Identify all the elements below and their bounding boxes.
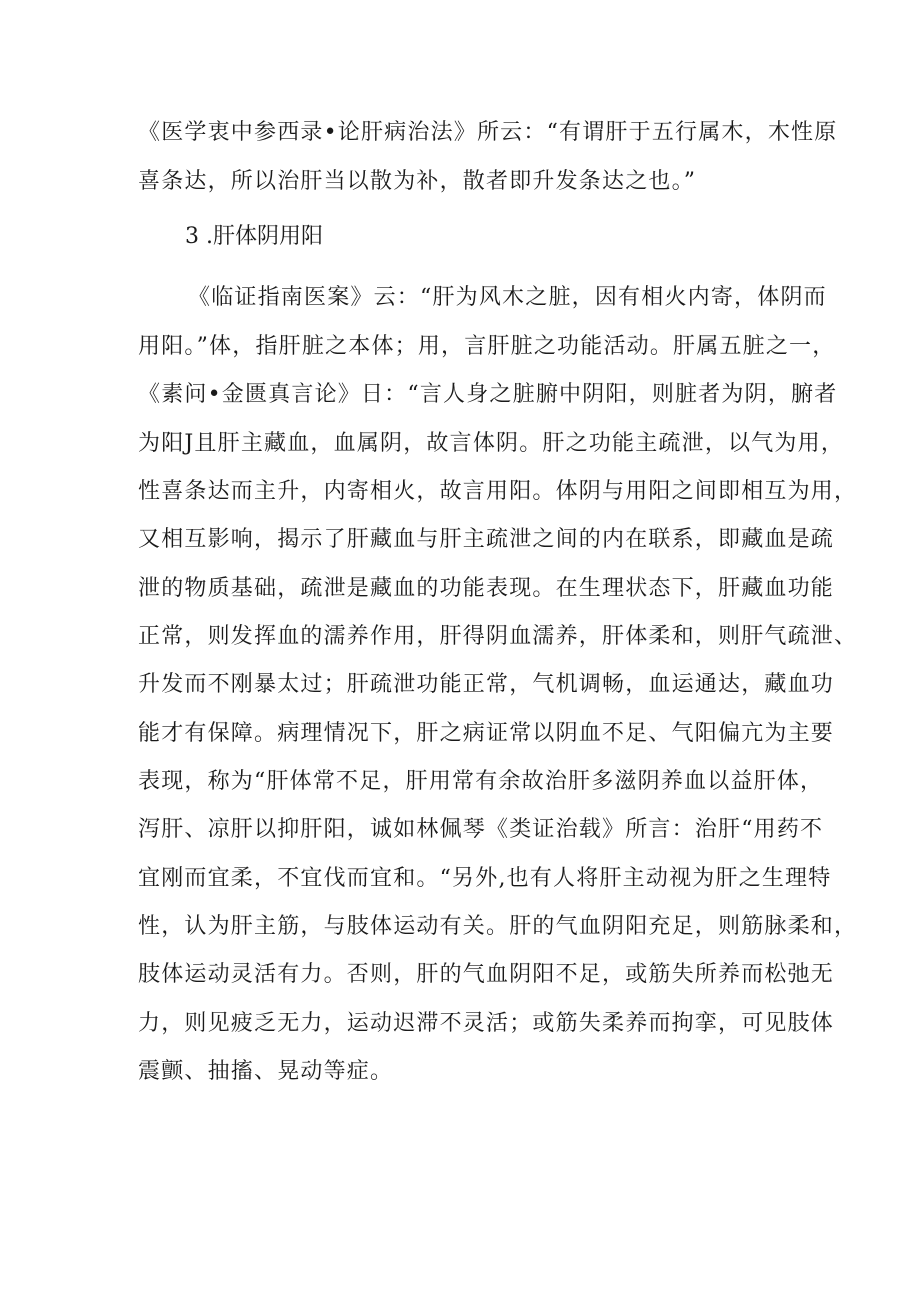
paragraph-2-line-6: 又相互影响，揭示了肝藏血与肝主疏泄之间的内在联系，即藏血是疏 — [138, 527, 835, 552]
paragraph-2-line-16: 力，则见疲乏无力，运动迟滞不灵活；或筋失柔养而拘挛，可见肢体 — [138, 1011, 835, 1036]
paragraph-2-line-5: 性喜条达而主升，内寄相火，故言用阳。体阴与用阳之间即相互为用， — [138, 479, 858, 504]
paragraph-2-line-7: 泄的物质基础，疏泄是藏血的功能表现。在生理状态下，肝藏血功能 — [138, 576, 835, 601]
paragraph-2-line-17: 震颤、抽搐、晃动等症。 — [138, 1059, 394, 1084]
paragraph-2-line-9: 升发而不刚暴太过；肝疏泄功能正常，气机调畅，血运通达，藏血功 — [138, 672, 835, 697]
paragraph-1-line-1: 《医学衷中参西录•论肝病治法》所云：“有谓肝于五行属木，木性原 — [138, 120, 838, 145]
paragraph-1-line-2: 喜条达，所以治肝当以散为补，散者即升发条达之也。” — [138, 169, 697, 194]
paragraph-2-line-13: 宜刚而宜柔，不宜伐而宜和。“另外,也有人将肝主动视为肝之生理特 — [138, 866, 832, 891]
paragraph-2-line-14: 性，认为肝主筋，与肢体运动有关。肝的气血阴阳充足，则筋脉柔和， — [138, 914, 858, 939]
paragraph-2-line-4: 为阳J且肝主藏血，血属阴，故言体阴。肝之功能主疏泄，以气为用， — [138, 431, 845, 456]
paragraph-2-line-15: 肢体运动灵活有力。否则，肝的气血阴阳不足，或筋失所养而松弛无 — [138, 962, 835, 987]
paragraph-2-line-2: 用阳。”体，指肝脏之本体；用，言肝脏之功能活动。肝属五脏之一， — [138, 334, 836, 359]
section-heading: 3 .肝体阴用阳 — [185, 224, 323, 249]
paragraph-2-line-12: 泻肝、凉肝以抑肝阳，诚如林佩琴《类证治载》所言：治肝“用药不 — [138, 817, 824, 842]
paragraph-2-line-8: 正常，则发挥血的濡养作用，肝得阴血濡养，肝体柔和，则肝气疏泄、 — [138, 624, 858, 649]
paragraph-2-line-11: 表现，称为“肝体常不足，肝用常有余故治肝多滋阴养血以益肝体， — [138, 769, 824, 794]
paragraph-2-line-1: 《临证指南医案》云：“肝为风木之脏，因有相火内寄，体阴而 — [188, 285, 827, 310]
paragraph-2-line-10: 能才有保障。病理情况下，肝之病证常以阴血不足、气阳偏亢为主要 — [138, 721, 835, 746]
paragraph-2-line-3: 《素问•金匮真言论》日：“言人身之脏腑中阴阳，则脏者为阴，腑者 — [138, 382, 838, 407]
